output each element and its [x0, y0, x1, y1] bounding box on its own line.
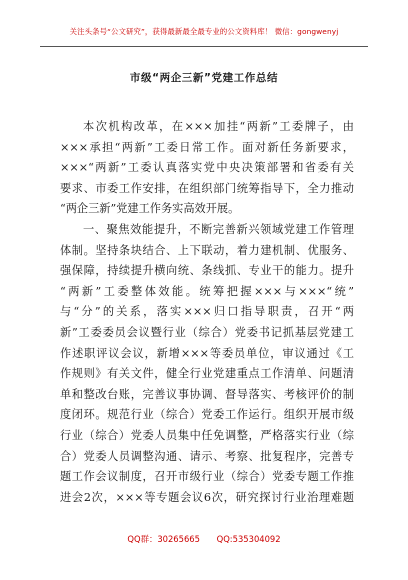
body-line: 新”工委委员会议暨行业（综合）党委书记抓基层党建工 — [60, 325, 354, 339]
body-line: 单和整改台账，完善议事协调、督导落实、考核评价的制 — [60, 387, 354, 401]
body-line: 题工作会议制度，召开市级行业（综合）党委专题工作推 — [60, 470, 354, 484]
body-line: 作述职评议会议，新增×××等委员单位，审议通过《工 — [60, 346, 354, 360]
document-body — [60, 117, 354, 508]
footer-qq-number: QQ:535304092 — [216, 534, 281, 544]
body-line: 度闭环。规范行业（综合）党委工作运行。组织开展市级 — [60, 408, 354, 422]
body-line: 进会2次，×××等专题会议6次，研究探讨行业治理难题 — [60, 490, 354, 504]
footer-contact — [0, 533, 408, 545]
body-line: ×××承担“两新”工委日常工作。面对新任务新要求， — [60, 140, 354, 154]
body-line: ×××“两新”工委认真落实党中央决策部署和省委有关 — [60, 161, 354, 175]
body-line: 本次机构改革，在×××加挂“两新”工委牌子，由 — [83, 120, 354, 133]
document-title: 市级“两企三新”党建工作总结 — [129, 72, 279, 84]
body-line: “两新”工委整体效能。统筹把握×××与×××“统” — [60, 284, 354, 298]
body-line: 强保障，持续提升横向统、条线抓、专业干的能力。提升 — [60, 264, 354, 278]
body-line: 作规则》有关文件，健全行业党建重点工作清单、问题清 — [60, 367, 354, 381]
body-line: 行业（综合）党委人员集中任免调整，严格落实行业（综 — [60, 428, 354, 442]
header-banner: 关注头条号“公文研究”，获得最新最全最专业的公文资料库！ 微信：gongwenyj — [69, 27, 339, 36]
body-line: 一、聚焦效能提升，不断完善新兴领域党建工作管理 — [83, 222, 354, 236]
body-line: 合）党委人员调整沟通、请示、考察、批复程序，完善专 — [60, 449, 354, 463]
body-line: 体制。坚持条块结合、上下联动，着力建机制、优服务、 — [60, 243, 354, 257]
body-line: “两企三新”党建工作务实高效开展。 — [60, 202, 240, 216]
footer-qq-group: QQ群：30265665 — [127, 534, 200, 544]
body-line: 要求、市委工作安排，在组织部门统筹指导下，全力推动 — [60, 181, 354, 195]
body-line: 与“分”的关系，落实×××归口指导职责，召开“两 — [60, 305, 354, 319]
header-divider — [40, 46, 368, 47]
